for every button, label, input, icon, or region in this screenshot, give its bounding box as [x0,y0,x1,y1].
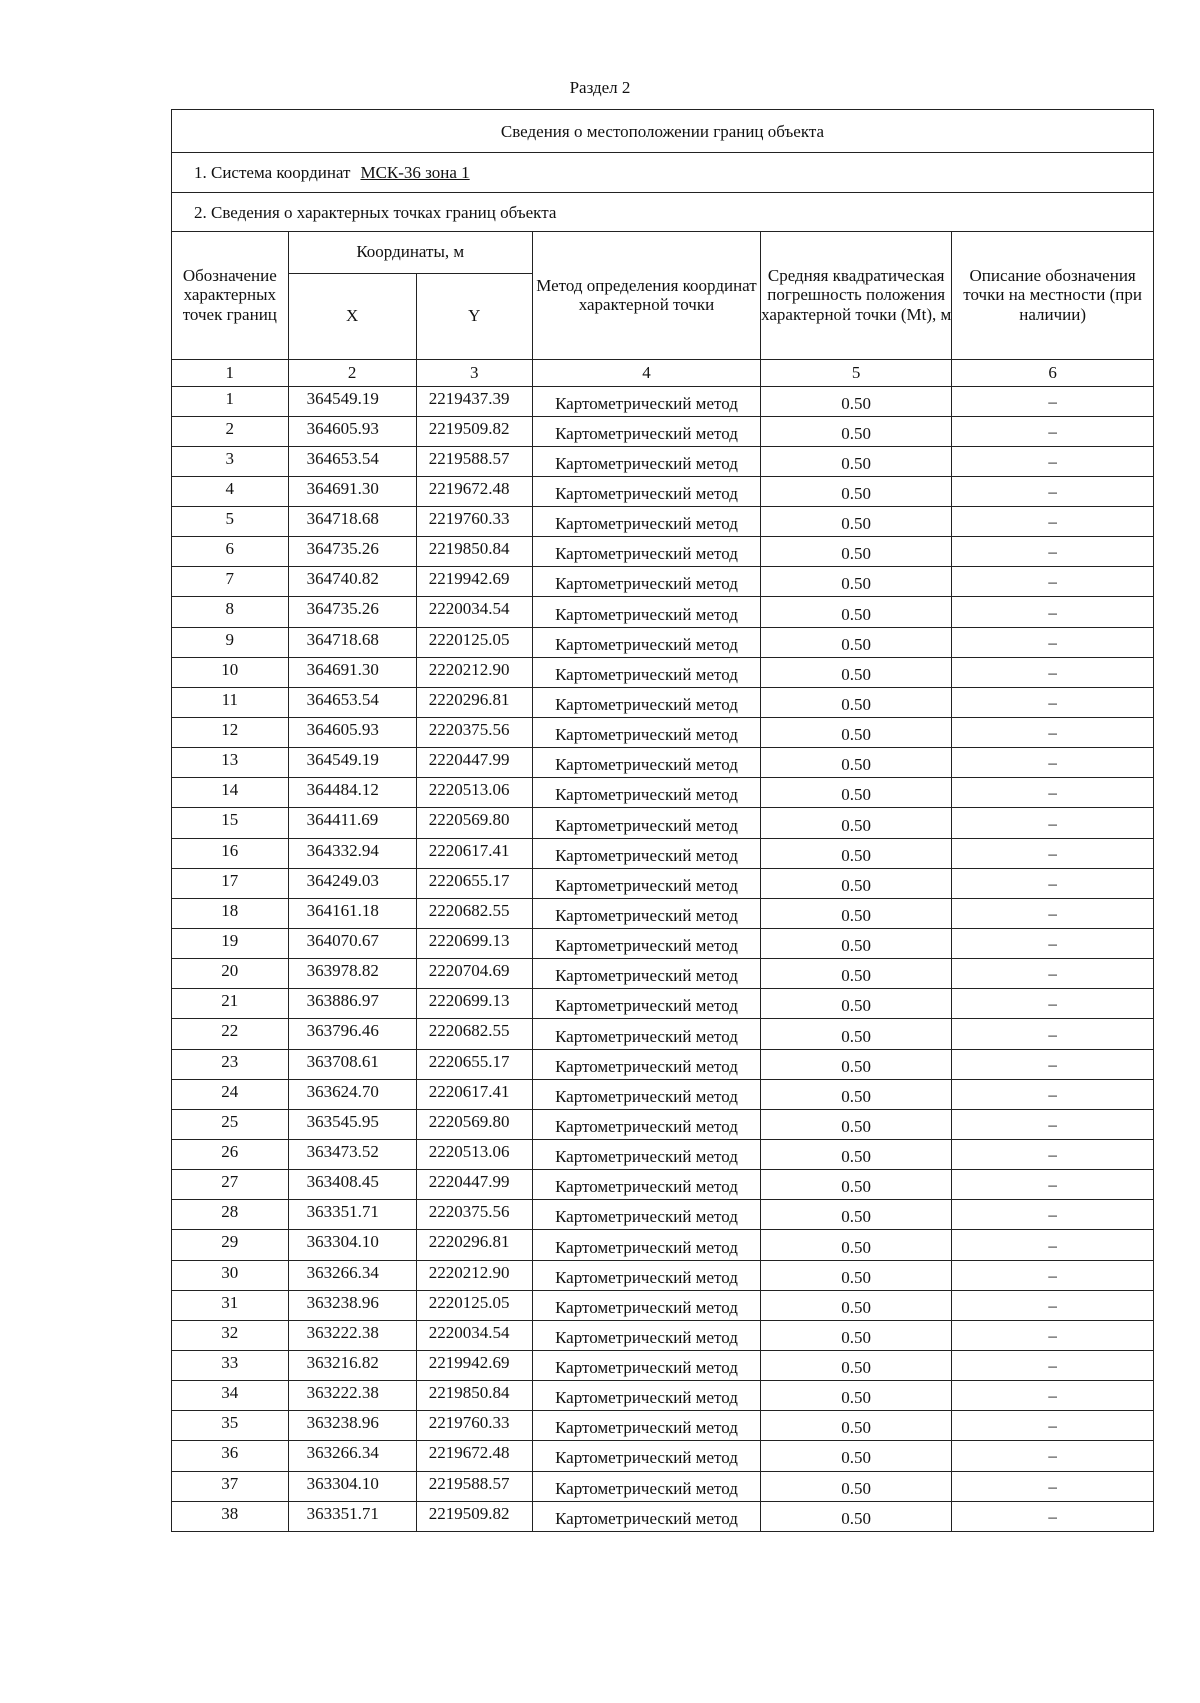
x-coordinate-cell: 364740.82 [288,567,416,597]
coord-system-value: МСК-36 зона 1 [360,163,470,182]
description-cell: – [952,718,1153,748]
method-cell: Картометрический метод [532,1170,760,1200]
point-id-cell: 23 [172,1049,288,1079]
header-mse: Средняя квадратическая погрешность положения характерной точки (Mt), м [761,232,952,359]
frame-header: Сведения о местоположении границ объекта [172,110,1153,153]
point-id-cell: 12 [172,718,288,748]
method-cell: Картометрический метод [532,718,760,748]
table-row [172,1109,1153,1139]
table-row [172,868,1153,898]
point-id-cell: 1 [172,386,288,416]
mse-cell: 0.50 [761,1471,952,1501]
point-id-cell: 7 [172,567,288,597]
y-coordinate-cell: 2220699.13 [416,989,532,1019]
mse-cell: 0.50 [761,1079,952,1109]
point-id-cell: 2 [172,416,288,446]
point-id-cell: 5 [172,507,288,537]
point-id-cell: 3 [172,446,288,476]
header-y: Y [416,273,532,359]
y-coordinate-cell: 2219588.57 [416,1471,532,1501]
column-number: 2 [288,359,416,386]
mse-cell: 0.50 [761,597,952,627]
table-row [172,446,1153,476]
method-cell: Картометрический метод [532,446,760,476]
x-coordinate-cell: 363238.96 [288,1290,416,1320]
y-coordinate-cell: 2220682.55 [416,898,532,928]
mse-cell: 0.50 [761,989,952,1019]
x-coordinate-cell: 364653.54 [288,446,416,476]
method-cell: Картометрический метод [532,1290,760,1320]
description-cell: – [952,929,1153,959]
x-coordinate-cell: 364070.67 [288,929,416,959]
table-row [172,416,1153,446]
mse-cell: 0.50 [761,959,952,989]
y-coordinate-cell: 2219672.48 [416,1441,532,1471]
method-cell: Картометрический метод [532,748,760,778]
method-cell: Картометрический метод [532,476,760,506]
x-coordinate-cell: 364691.30 [288,657,416,687]
mse-cell: 0.50 [761,1501,952,1531]
mse-cell: 0.50 [761,1320,952,1350]
description-cell: – [952,627,1153,657]
method-cell: Картометрический метод [532,1140,760,1170]
table-row [172,1230,1153,1260]
point-id-cell: 14 [172,778,288,808]
mse-cell: 0.50 [761,1140,952,1170]
description-cell: – [952,1079,1153,1109]
points-heading: 2. Сведения о характерных точках границ объекта [172,193,1153,232]
x-coordinate-cell: 363216.82 [288,1351,416,1381]
method-cell: Картометрический метод [532,1351,760,1381]
x-coordinate-cell: 363978.82 [288,959,416,989]
table-row [172,1140,1153,1170]
y-coordinate-cell: 2220447.99 [416,748,532,778]
description-cell: – [952,416,1153,446]
mse-cell: 0.50 [761,386,952,416]
x-coordinate-cell: 363304.10 [288,1471,416,1501]
x-coordinate-cell: 363266.34 [288,1260,416,1290]
y-coordinate-cell: 2220699.13 [416,929,532,959]
header-designation: Обозначение характерных точек границ [172,232,288,359]
mse-cell: 0.50 [761,507,952,537]
point-id-cell: 32 [172,1320,288,1350]
table-row [172,1049,1153,1079]
x-coordinate-cell: 363624.70 [288,1079,416,1109]
method-cell: Картометрический метод [532,898,760,928]
x-coordinate-cell: 364718.68 [288,507,416,537]
table-row [172,748,1153,778]
description-cell: – [952,1320,1153,1350]
method-cell: Картометрический метод [532,627,760,657]
point-id-cell: 19 [172,929,288,959]
point-id-cell: 36 [172,1441,288,1471]
x-coordinate-cell: 364735.26 [288,537,416,567]
mse-cell: 0.50 [761,748,952,778]
method-cell: Картометрический метод [532,989,760,1019]
x-coordinate-cell: 363222.38 [288,1320,416,1350]
description-cell: – [952,959,1153,989]
table-row [172,1079,1153,1109]
description-cell: – [952,567,1153,597]
method-cell: Картометрический метод [532,778,760,808]
table-row [172,1351,1153,1381]
mse-cell: 0.50 [761,1109,952,1139]
method-cell: Картометрический метод [532,507,760,537]
table-row [172,1320,1153,1350]
y-coordinate-cell: 2219509.82 [416,416,532,446]
y-coordinate-cell: 2219942.69 [416,567,532,597]
table-row [172,1441,1153,1471]
method-cell: Картометрический метод [532,1260,760,1290]
y-coordinate-cell: 2220569.80 [416,808,532,838]
x-coordinate-cell: 364161.18 [288,898,416,928]
point-id-cell: 26 [172,1140,288,1170]
y-coordinate-cell: 2220513.06 [416,778,532,808]
table-row [172,838,1153,868]
column-number: 4 [532,359,760,386]
method-cell: Картометрический метод [532,597,760,627]
y-coordinate-cell: 2220034.54 [416,597,532,627]
method-cell: Картометрический метод [532,808,760,838]
coord-system-label: 1. Система координат [194,163,351,182]
description-cell: – [952,1049,1153,1079]
point-id-cell: 22 [172,1019,288,1049]
y-coordinate-cell: 2220034.54 [416,1320,532,1350]
x-coordinate-cell: 363351.71 [288,1501,416,1531]
mse-cell: 0.50 [761,567,952,597]
x-coordinate-cell: 364549.19 [288,386,416,416]
method-cell: Картометрический метод [532,1320,760,1350]
method-cell: Картометрический метод [532,687,760,717]
table-row [172,507,1153,537]
table-row [172,1471,1153,1501]
y-coordinate-cell: 2220296.81 [416,687,532,717]
y-coordinate-cell: 2220617.41 [416,1079,532,1109]
point-id-cell: 31 [172,1290,288,1320]
mse-cell: 0.50 [761,1411,952,1441]
table-row [172,1260,1153,1290]
x-coordinate-cell: 363266.34 [288,1441,416,1471]
points-table [172,232,1153,1531]
method-cell: Картометрический метод [532,1230,760,1260]
table-row [172,386,1153,416]
point-id-cell: 9 [172,627,288,657]
x-coordinate-cell: 364605.93 [288,416,416,446]
description-cell: – [952,1351,1153,1381]
description-cell: – [952,1471,1153,1501]
y-coordinate-cell: 2220655.17 [416,1049,532,1079]
description-cell: – [952,1411,1153,1441]
header-coordinates: Координаты, м [288,232,532,273]
y-coordinate-cell: 2220513.06 [416,1140,532,1170]
description-cell: – [952,1290,1153,1320]
points-table-body [172,386,1153,1531]
mse-cell: 0.50 [761,808,952,838]
point-id-cell: 35 [172,1411,288,1441]
x-coordinate-cell: 363708.61 [288,1049,416,1079]
y-coordinate-cell: 2219760.33 [416,1411,532,1441]
description-cell: – [952,808,1153,838]
coord-system-line [172,153,1153,193]
x-coordinate-cell: 364653.54 [288,687,416,717]
table-row [172,687,1153,717]
x-coordinate-cell: 364718.68 [288,627,416,657]
method-cell: Картометрический метод [532,838,760,868]
mse-cell: 0.50 [761,838,952,868]
column-number: 3 [416,359,532,386]
description-cell: – [952,507,1153,537]
description-cell: – [952,838,1153,868]
table-row [172,1290,1153,1320]
y-coordinate-cell: 2219437.39 [416,386,532,416]
y-coordinate-cell: 2219760.33 [416,507,532,537]
mse-cell: 0.50 [761,718,952,748]
table-row [172,989,1153,1019]
method-cell: Картометрический метод [532,1049,760,1079]
table-row [172,567,1153,597]
y-coordinate-cell: 2220617.41 [416,838,532,868]
header-method: Метод определения координат характерной точки [532,232,760,359]
point-id-cell: 33 [172,1351,288,1381]
point-id-cell: 8 [172,597,288,627]
method-cell: Картометрический метод [532,959,760,989]
point-id-cell: 28 [172,1200,288,1230]
mse-cell: 0.50 [761,898,952,928]
description-cell: – [952,868,1153,898]
y-coordinate-cell: 2220125.05 [416,627,532,657]
table-row [172,1200,1153,1230]
mse-cell: 0.50 [761,1019,952,1049]
mse-cell: 0.50 [761,1170,952,1200]
table-row [172,1019,1153,1049]
table-row [172,537,1153,567]
mse-cell: 0.50 [761,687,952,717]
point-id-cell: 13 [172,748,288,778]
table-row [172,1411,1153,1441]
method-cell: Картометрический метод [532,657,760,687]
method-cell: Картометрический метод [532,929,760,959]
x-coordinate-cell: 364484.12 [288,778,416,808]
point-id-cell: 10 [172,657,288,687]
description-cell: – [952,1381,1153,1411]
table-row [172,657,1153,687]
description-cell: – [952,1200,1153,1230]
point-id-cell: 25 [172,1109,288,1139]
method-cell: Картометрический метод [532,1501,760,1531]
x-coordinate-cell: 364549.19 [288,748,416,778]
table-row [172,778,1153,808]
header-x: X [288,273,416,359]
method-cell: Картометрический метод [532,1109,760,1139]
x-coordinate-cell: 363238.96 [288,1411,416,1441]
x-coordinate-cell: 363545.95 [288,1109,416,1139]
point-id-cell: 18 [172,898,288,928]
description-cell: – [952,446,1153,476]
mse-cell: 0.50 [761,657,952,687]
x-coordinate-cell: 364691.30 [288,476,416,506]
x-coordinate-cell: 363796.46 [288,1019,416,1049]
point-id-cell: 29 [172,1230,288,1260]
table-row [172,1381,1153,1411]
point-id-cell: 21 [172,989,288,1019]
table-row [172,627,1153,657]
mse-cell: 0.50 [761,476,952,506]
mse-cell: 0.50 [761,1351,952,1381]
x-coordinate-cell: 364411.69 [288,808,416,838]
x-coordinate-cell: 364735.26 [288,597,416,627]
x-coordinate-cell: 364605.93 [288,718,416,748]
point-id-cell: 24 [172,1079,288,1109]
mse-cell: 0.50 [761,446,952,476]
y-coordinate-cell: 2219672.48 [416,476,532,506]
description-cell: – [952,1260,1153,1290]
point-id-cell: 38 [172,1501,288,1531]
description-cell: – [952,687,1153,717]
mse-cell: 0.50 [761,416,952,446]
method-cell: Картометрический метод [532,386,760,416]
mse-cell: 0.50 [761,1200,952,1230]
y-coordinate-cell: 2220125.05 [416,1290,532,1320]
description-cell: – [952,1441,1153,1471]
y-coordinate-cell: 2219588.57 [416,446,532,476]
description-cell: – [952,1170,1153,1200]
x-coordinate-cell: 363886.97 [288,989,416,1019]
description-cell: – [952,1019,1153,1049]
table-row [172,1170,1153,1200]
mse-cell: 0.50 [761,1381,952,1411]
method-cell: Картометрический метод [532,1079,760,1109]
point-id-cell: 6 [172,537,288,567]
y-coordinate-cell: 2220569.80 [416,1109,532,1139]
y-coordinate-cell: 2220704.69 [416,959,532,989]
mse-cell: 0.50 [761,1049,952,1079]
y-coordinate-cell: 2220296.81 [416,1230,532,1260]
description-cell: – [952,748,1153,778]
table-row [172,476,1153,506]
column-number: 6 [952,359,1153,386]
column-number: 5 [761,359,952,386]
y-coordinate-cell: 2219850.84 [416,1381,532,1411]
description-cell: – [952,1501,1153,1531]
point-id-cell: 20 [172,959,288,989]
mse-cell: 0.50 [761,1230,952,1260]
point-id-cell: 34 [172,1381,288,1411]
method-cell: Картометрический метод [532,567,760,597]
section-title: Раздел 2 [569,78,631,97]
y-coordinate-cell: 2220375.56 [416,1200,532,1230]
y-coordinate-cell: 2220212.90 [416,1260,532,1290]
header-description: Описание обозначения точки на местности (при наличии) [952,232,1153,359]
point-id-cell: 37 [172,1471,288,1501]
table-row [172,718,1153,748]
description-cell: – [952,1109,1153,1139]
description-cell: – [952,537,1153,567]
point-id-cell: 11 [172,687,288,717]
point-id-cell: 16 [172,838,288,868]
y-coordinate-cell: 2220212.90 [416,657,532,687]
description-cell: – [952,1140,1153,1170]
table-row [172,929,1153,959]
x-coordinate-cell: 364249.03 [288,868,416,898]
mse-cell: 0.50 [761,537,952,567]
description-cell: – [952,386,1153,416]
mse-cell: 0.50 [761,868,952,898]
y-coordinate-cell: 2219850.84 [416,537,532,567]
point-id-cell: 4 [172,476,288,506]
y-coordinate-cell: 2220447.99 [416,1170,532,1200]
method-cell: Картометрический метод [532,1019,760,1049]
table-row [172,597,1153,627]
y-coordinate-cell: 2220682.55 [416,1019,532,1049]
method-cell: Картометрический метод [532,537,760,567]
y-coordinate-cell: 2220375.56 [416,718,532,748]
y-coordinate-cell: 2219942.69 [416,1351,532,1381]
description-cell: – [952,476,1153,506]
mse-cell: 0.50 [761,1290,952,1320]
method-cell: Картометрический метод [532,1471,760,1501]
method-cell: Картометрический метод [532,1441,760,1471]
point-id-cell: 27 [172,1170,288,1200]
x-coordinate-cell: 363408.45 [288,1170,416,1200]
mse-cell: 0.50 [761,627,952,657]
description-cell: – [952,898,1153,928]
description-cell: – [952,778,1153,808]
method-cell: Картометрический метод [532,1411,760,1441]
point-id-cell: 17 [172,868,288,898]
x-coordinate-cell: 364332.94 [288,838,416,868]
y-coordinate-cell: 2219509.82 [416,1501,532,1531]
table-row [172,898,1153,928]
table-row [172,959,1153,989]
method-cell: Картометрический метод [532,1381,760,1411]
description-cell: – [952,989,1153,1019]
table-row [172,808,1153,838]
mse-cell: 0.50 [761,778,952,808]
boundary-info-frame [171,109,1154,1532]
method-cell: Картометрический метод [532,868,760,898]
x-coordinate-cell: 363222.38 [288,1381,416,1411]
column-number: 1 [172,359,288,386]
x-coordinate-cell: 363473.52 [288,1140,416,1170]
mse-cell: 0.50 [761,1260,952,1290]
description-cell: – [952,657,1153,687]
method-cell: Картометрический метод [532,416,760,446]
point-id-cell: 30 [172,1260,288,1290]
table-row [172,1501,1153,1531]
mse-cell: 0.50 [761,1441,952,1471]
method-cell: Картометрический метод [532,1200,760,1230]
x-coordinate-cell: 363351.71 [288,1200,416,1230]
y-coordinate-cell: 2220655.17 [416,868,532,898]
description-cell: – [952,597,1153,627]
point-id-cell: 15 [172,808,288,838]
mse-cell: 0.50 [761,929,952,959]
x-coordinate-cell: 363304.10 [288,1230,416,1260]
description-cell: – [952,1230,1153,1260]
